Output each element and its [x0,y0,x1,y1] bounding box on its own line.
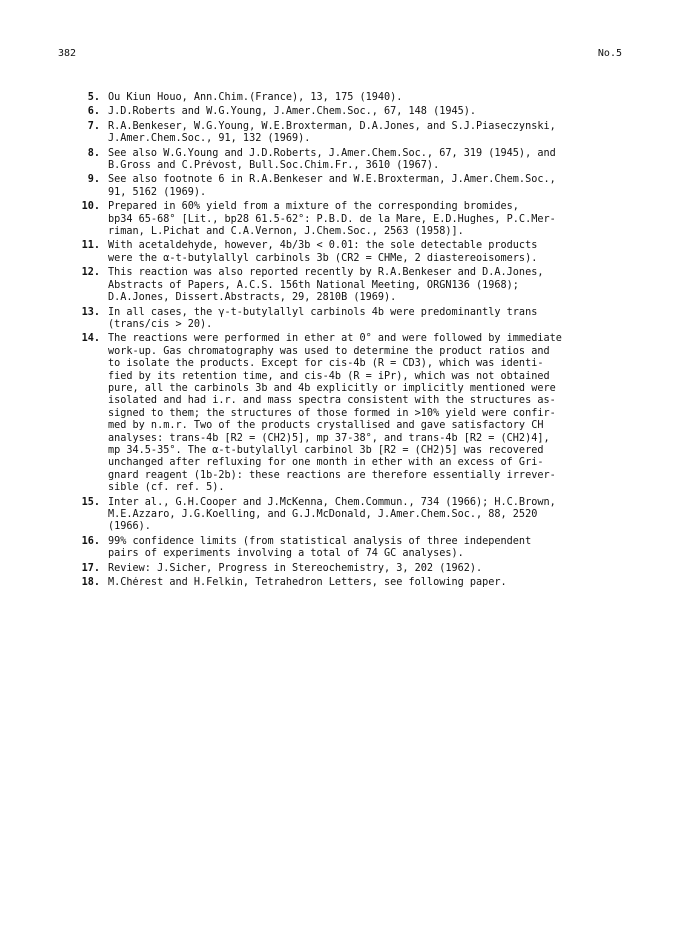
reference-item [74,92,630,104]
reference-line: J.D.Roberts and W.G.Young, J.Amer.Chem.Soc., 67, 148 (1945). [108,106,477,118]
page-header [58,48,622,62]
reference-line: to isolate the products. Except for cis-4b (R = CD3), which was identi- [108,358,544,370]
reference-line: unchanged after refluxing for one month in ether with an excess of Gri- [108,457,544,469]
reference-item [74,267,630,304]
reference-line: Abstracts of Papers, A.C.S. 156th National Meeting, ORGN136 (1968); [108,279,519,291]
reference-number: 17. [81,562,100,574]
reference-text [108,201,630,238]
reference-line: analyses: trans-4b [R2 = (CH2)5], mp 37-38°, and trans-4b [R2 = (CH2)4], [108,432,550,444]
reference-line: The reactions were performed in ether at 0° and were followed by immediate [108,333,562,345]
reference-line: fied by its retention time, and cis-4b (R = iPr), which was not obtained [108,370,550,382]
reference-line: See also footnote 6 in R.A.Benkeser and W.E.Broxterman, J.Amer.Chem.Soc., [108,174,556,186]
reference-line: In all cases, the γ-t-butylallyl carbinols 4b were predominantly trans [108,306,538,318]
reference-line: 99% confidence limits (from statistical analysis of three independent [108,535,532,547]
reference-line: Ou Kiun Houo, Ann.Chim.(France), 13, 175 (1940). [108,92,403,103]
reference-item [74,121,630,146]
reference-text [108,267,630,304]
reference-line: pure, all the carbinols 3b and 4b explicitly or implicitly mentioned were [108,382,556,394]
reference-number: 14. [81,333,100,345]
reference-line: J.Amer.Chem.Soc., 91, 132 (1969). [108,133,311,145]
reference-item [74,307,630,332]
reference-text [108,497,630,534]
reference-line: Prepared in 60% yield from a mixture of the corresponding bromides, [108,201,519,213]
reference-line: (1966). [108,521,151,533]
reference-text [108,563,630,575]
reference-item [74,497,630,534]
reference-item [74,106,630,118]
reference-line: (trans/cis > 20). [108,318,213,330]
reference-text [108,240,630,265]
reference-number: 6. [87,106,100,118]
reference-number: 9. [87,174,100,186]
reference-text [108,121,630,146]
references-list [74,92,630,591]
reference-line: gnard reagent (1b-2b): these reactions are therefore essentially irrever- [108,469,556,481]
reference-item [74,174,630,199]
page-number: 382 [58,48,77,59]
reference-line: With acetaldehyde, however, 4b/3b < 0.01: the sole detectable products [108,240,538,252]
reference-line: This reaction was also reported recently by R.A.Benkeser and D.A.Jones, [108,267,544,279]
reference-item [74,240,630,265]
reference-item [74,577,630,589]
reference-text [108,577,630,589]
reference-item [74,333,630,494]
reference-text [108,92,630,104]
reference-number: 11. [81,240,100,252]
reference-text [108,174,630,199]
reference-item [74,563,630,575]
reference-number: 15. [81,496,100,508]
reference-line: work-up. Gas chromatography was used to determine the product ratios and [108,345,550,357]
reference-text [108,106,630,118]
reference-number: 7. [87,120,100,132]
reference-text [108,536,630,561]
reference-item [74,536,630,561]
reference-line: mp 34.5-35°. The α-t-butylallyl carbinol 3b [R2 = (CH2)5] was recovered [108,444,544,456]
reference-number: 8. [87,147,100,159]
reference-line: Inter al., G.H.Cooper and J.McKenna, Chem.Commun., 734 (1966); H.C.Brown, [108,496,556,508]
reference-line: R.A.Benkeser, W.G.Young, W.E.Broxterman, D.A.Jones, and S.J.Piaseczynski, [108,120,556,132]
reference-line: pairs of experiments involving a total of 74 GC analyses). [108,548,464,560]
reference-text [108,333,630,494]
reference-number: 12. [81,267,100,279]
reference-line: sible (cf. ref. 5). [108,482,225,494]
reference-line: bp34 65-68° [Lit., bp28 61.5-62°: P.B.D. de la Mare, E.D.Hughes, P.C.Mer- [108,213,556,225]
reference-number: 18. [81,577,100,589]
issue-label: No.5 [597,48,622,59]
reference-line: signed to them; the structures of those formed in >10% yield were confir- [108,407,556,419]
reference-line: B.Gross and C.Prévost, Bull.Soc.Chim.Fr., 3610 (1967). [108,160,440,172]
reference-line: isolated and had i.r. and mass spectra consistent with the structures as- [108,395,556,407]
reference-line: riman, L.Pichat and C.A.Vernon, J.Chem.Soc., 2563 (1958)]. [108,226,464,238]
reference-number: 13. [81,306,100,318]
reference-number: 10. [81,201,100,213]
reference-line: 91, 5162 (1969). [108,186,207,198]
reference-line: D.A.Jones, Dissert.Abstracts, 29, 2810B (1969). [108,292,397,304]
reference-line: M.E.Azzaro, J.G.Koelling, and G.J.McDonald, J.Amer.Chem.Soc., 88, 2520 [108,509,538,520]
reference-line: were the α-t-butylallyl carbinols 3b (CR2 = CHMe, 2 diastereoisomers). [108,252,538,264]
reference-item [74,201,630,238]
reference-number: 16. [81,535,100,547]
reference-text [108,307,630,332]
reference-text [108,148,630,173]
reference-number: 5. [87,92,100,103]
reference-line: See also W.G.Young and J.D.Roberts, J.Amer.Chem.Soc., 67, 319 (1945), and [108,147,556,159]
reference-item [74,148,630,173]
reference-line: M.Chérest and H.Felkin, Tetrahedron Letters, see following paper. [108,577,507,589]
reference-line: Review: J.Sicher, Progress in Stereochemistry, 3, 202 (1962). [108,562,483,574]
reference-line: med by n.m.r. Two of the products crystallised and gave satisfactory CH [108,420,544,432]
